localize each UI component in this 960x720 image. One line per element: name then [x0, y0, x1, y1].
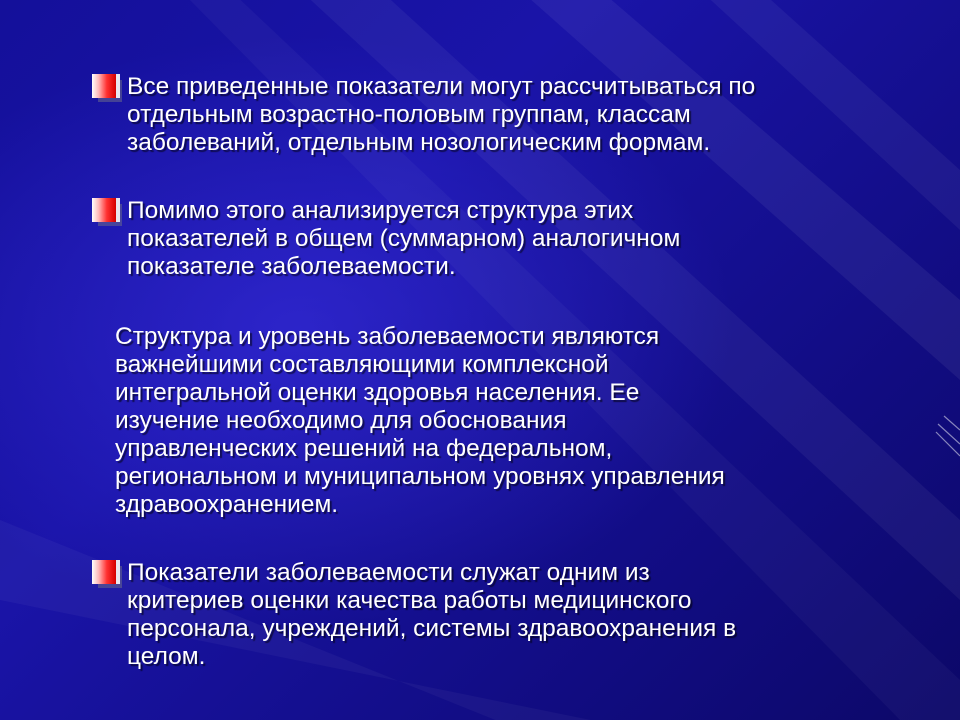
bullet-marker-icon [92, 74, 124, 102]
bullet-text: Показатели заболеваемости служат одним из критериев оценки качества работы медицинского персонала, учреждений, системы здравоохранения в целом. [127, 559, 737, 670]
bullet-marker-icon [92, 560, 124, 588]
bullet-text: Все приведенные показатели могут рассчитываться по отдельным возрастно-половым группам, классам заболеваний, отдельным нозологическим формам. [127, 73, 756, 156]
bullet-text: Помимо этого анализируется структура этих показателей в общем (суммарном) аналогичном показателе заболеваемости. [127, 197, 681, 280]
paragraph-text: Структура и уровень заболеваемости являются важнейшими составляющими комплексной интегральной оценки здоровья населения. Ее изучение необходимо для обоснования управленческих решений на федеральном, региональном и муниципальном уровнях управления здравоохранением. [115, 323, 725, 518]
bullet-marker-icon [92, 198, 124, 226]
